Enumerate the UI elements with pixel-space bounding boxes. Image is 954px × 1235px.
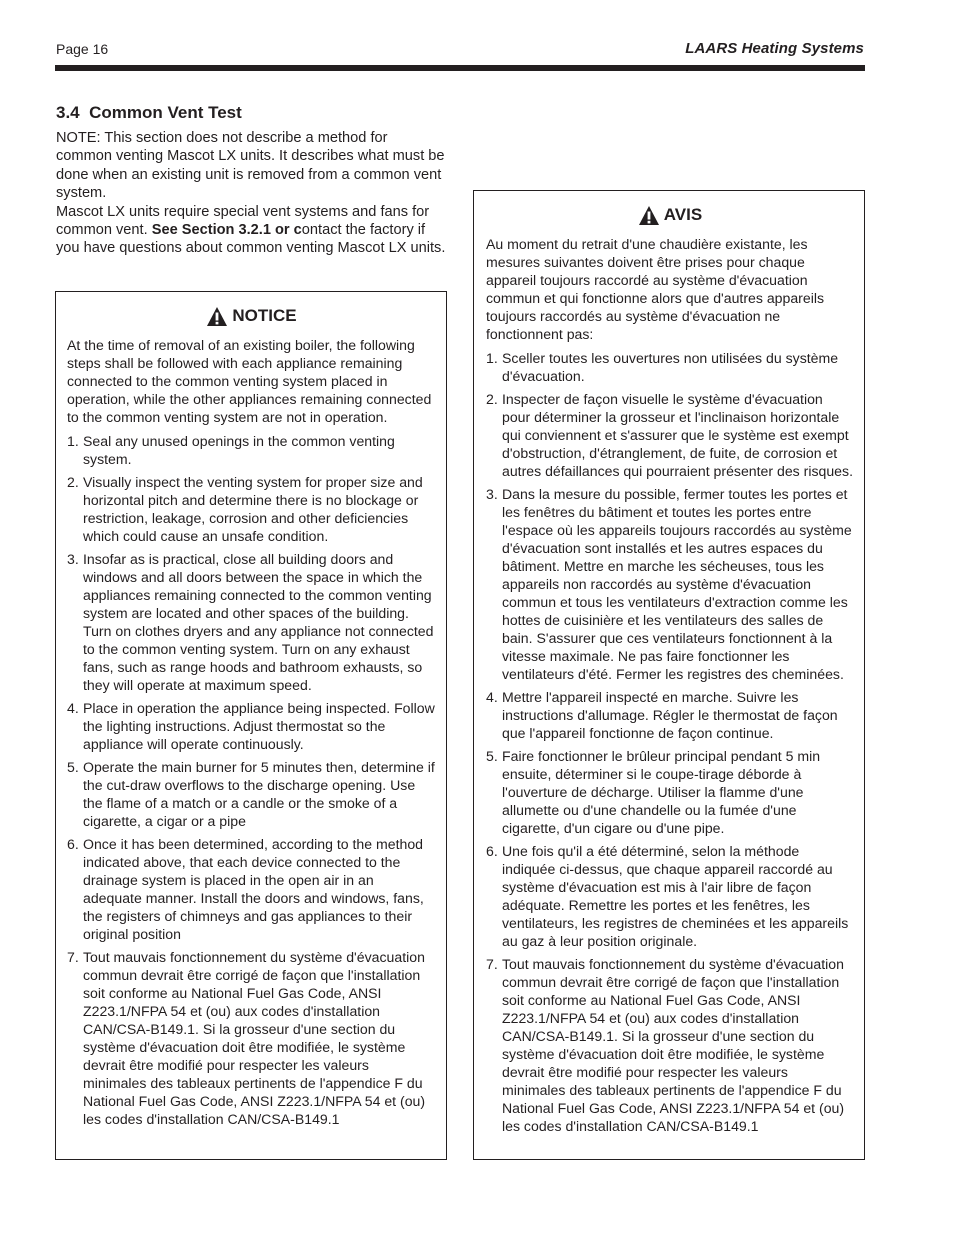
step-number: 3.: [67, 551, 79, 567]
avis-lead: Au moment du retrait d'une chaudière existante, les mesures suivantes doivent être prises pour chaque appareil toujours raccordé au système d'évacuation commun et qui fonctionne alors que d'autres appareils toujours raccordés au système d'évacuation ne fonctionnent pas:: [486, 236, 825, 342]
notice-step: [67, 758, 436, 830]
notice-step: [67, 948, 436, 1128]
avis-step: [486, 688, 854, 742]
step-text: Tout mauvais fonctionnement du système d'évacuation commun devrait être corrigé de façon que l'installation soit conforme au National Fuel Gas Code, ANSI Z223.1/NFPA 54 et (ou) aux codes d'installation CAN/CSA-B149.1. Si la grosseur d'une section du système d'évacuation doit être modifiée, le système devrait être modifié pour respecter les valeurs minimales des tableaux pertinents de l'appendice F du National Fuel Gas Code, ANSI Z223.1/NFPA 54 et (ou) les codes d'installation CAN/CSA-B149.1: [83, 949, 426, 1127]
notice-box: [55, 291, 447, 1160]
avis-step: [486, 349, 854, 385]
step-number: 3.: [486, 486, 498, 502]
header-rule: [55, 65, 865, 71]
section-intro: [56, 129, 446, 258]
step-text: Place in operation the appliance being inspected. Follow the lighting instructions. Adjust thermostat so the appliance will operate continuously.: [83, 700, 435, 752]
step-text: Inspecter de façon visuelle le système d'évacuation pour déterminer la grosseur et l'inclinaison horizontale qui conviennent et s'assurer que le système est exempt d'obstruction, d'étranglement, de fuite, de corrosion et autres défaillances qui pourraient présenter des risques.: [502, 391, 853, 479]
avis-step: [486, 747, 854, 837]
step-number: 4.: [486, 689, 498, 705]
step-number: 7.: [486, 956, 498, 972]
step-number: 1.: [67, 433, 79, 449]
step-text: Once it has been determined, according to the method indicated above, that each device connected to the drainage system is placed in the open air in an adequate manner. Install the doors and windows, fans, the registers of chimneys and gas appliances to their original position: [83, 836, 424, 942]
step-text: Visually inspect the venting system for proper size and horizontal pitch and determine there is no blockage or restriction, leakage, corrosion and other deficiencies which could cause an unsafe condition.: [83, 474, 423, 544]
step-text: Faire fonctionner le brûleur principal pendant 5 min ensuite, déterminer si le coupe-tirage déborde à l'ouverture de décharge. Utiliser la flamme d'une allumette ou d'une chandelle ou la fumée d'une cigarette, d'un cigare ou d'une pipe.: [502, 748, 821, 836]
step-number: 5.: [67, 759, 79, 775]
step-text: Tout mauvais fonctionnement du système d'évacuation commun devrait être corrigé de façon que l'installation soit conforme au National Fuel Gas Code, ANSI Z223.1/NFPA 54 et (ou) aux codes d'installation CAN/CSA-B149.1. Si la grosseur d'une section du système d'évacuation doit être modifiée, le système devrait être modifié pour respecter les valeurs minimales des tableaux pertinents de l'appendice F du National Fuel Gas Code, ANSI Z223.1/NFPA 54 et (ou) les codes d'installation CAN/CSA-B149.1: [502, 956, 845, 1134]
step-text: Insofar as is practical, close all building doors and windows and all doors between the space in which the appliances remaining connected to the common venting system are located and other spaces of the building. Turn on clothes dryers and any appliance not connected to the common venting system. Turn on any exhaust fans, such as range hoods and bathroom exhausts, so they will operate at maximum speed.: [83, 551, 434, 693]
section-title: 3.4 Common Vent Test: [56, 103, 242, 122]
notice-step: [67, 550, 436, 694]
warning-triangle-icon: [206, 306, 228, 327]
intro-text-c: ontact the factory if you have questions about common venting Mascot LX units.: [56, 222, 446, 257]
step-number: 5.: [486, 748, 498, 764]
step-number: 6.: [67, 836, 79, 852]
intro-text-bold: See Section 3.2.1 or c: [151, 222, 302, 239]
intro-note: NOTE: This section does not describe a method for common venting Mascot LX units. It describes what must be done when an existing unit is removed from a common vent system.: [56, 130, 445, 202]
intro-vent-requirements: [56, 203, 446, 258]
step-number: 7.: [67, 949, 79, 965]
avis-step: [486, 390, 854, 480]
step-number: 1.: [486, 350, 498, 366]
step-text: Seal any unused openings in the common venting system.: [83, 433, 395, 467]
notice-step: [67, 473, 436, 545]
avis-step: [486, 955, 854, 1135]
step-number: 2.: [67, 474, 79, 490]
step-number: 4.: [67, 700, 79, 716]
notice-steps: [67, 432, 436, 1128]
notice-step: [67, 699, 436, 753]
page-number: Page 16: [56, 41, 109, 57]
avis-heading: [486, 203, 854, 227]
avis-step: [486, 842, 854, 950]
step-text: Une fois qu'il a été déterminé, selon la méthode indiquée ci-dessus, que chaque appareil raccordé au système d'évacuation est mis à l'air libre de façon adéquate. Remettre les portes et les fenêtres, les ventilateurs, les registres de cheminées et les appareils au gaz à leur position originale.: [502, 843, 849, 949]
brand-name: LAARS Heating Systems: [685, 40, 864, 57]
notice-step: [67, 432, 436, 468]
warning-triangle-icon: [638, 205, 660, 226]
notice-step: [67, 835, 436, 943]
step-number: 2.: [486, 391, 498, 407]
avis-steps: [486, 349, 854, 1135]
notice-title: NOTICE: [232, 306, 297, 325]
avis-title: AVIS: [663, 205, 703, 224]
avis-step: [486, 485, 854, 683]
notice-lead: At the time of removal of an existing boiler, the following steps shall be followed with each appliance remaining connected to the common venting system placed in operation, while the other appliances remaining connected to the common venting system are not in operation.: [67, 337, 432, 425]
avis-box: [473, 190, 865, 1160]
step-text: Mettre l'appareil inspecté en marche. Suivre les instructions d'allumage. Régler le thermostat de façon que l'appareil fonctionne de façon continue.: [502, 689, 838, 741]
intro-text-a: Mascot LX units require special vent systems and fans for common vent.: [56, 203, 430, 239]
step-text: Sceller toutes les ouvertures non utilisées du système d'évacuation.: [502, 350, 839, 384]
step-text: Dans la mesure du possible, fermer toutes les portes et les fenêtres du bâtiment et toutes les portes entre l'espace où les appareils toujours raccordés au système d'évacuation sont installés et les autres espaces du bâtiment. Mettre en marche les sécheuses, tous les appareils non raccordés au système d'évacuation commun et tous les ventilateurs d'extraction comme les hottes de cuisinière et les ventilateurs des salles de bain. S'assurer que ces ventilateurs fonctionnent à la vitesse maximale. Ne pas faire fonctionner les ventilateurs d'été. Fermer les registres des cheminées.: [502, 486, 852, 682]
step-text: Operate the main burner for 5 minutes then, determine if the cut-draw overflows to the discharge opening. Use the flame of a match or a candle or the smoke of a cigarette, a cigar or a pipe: [83, 759, 435, 829]
step-number: 6.: [486, 843, 498, 859]
notice-heading: [67, 304, 436, 328]
